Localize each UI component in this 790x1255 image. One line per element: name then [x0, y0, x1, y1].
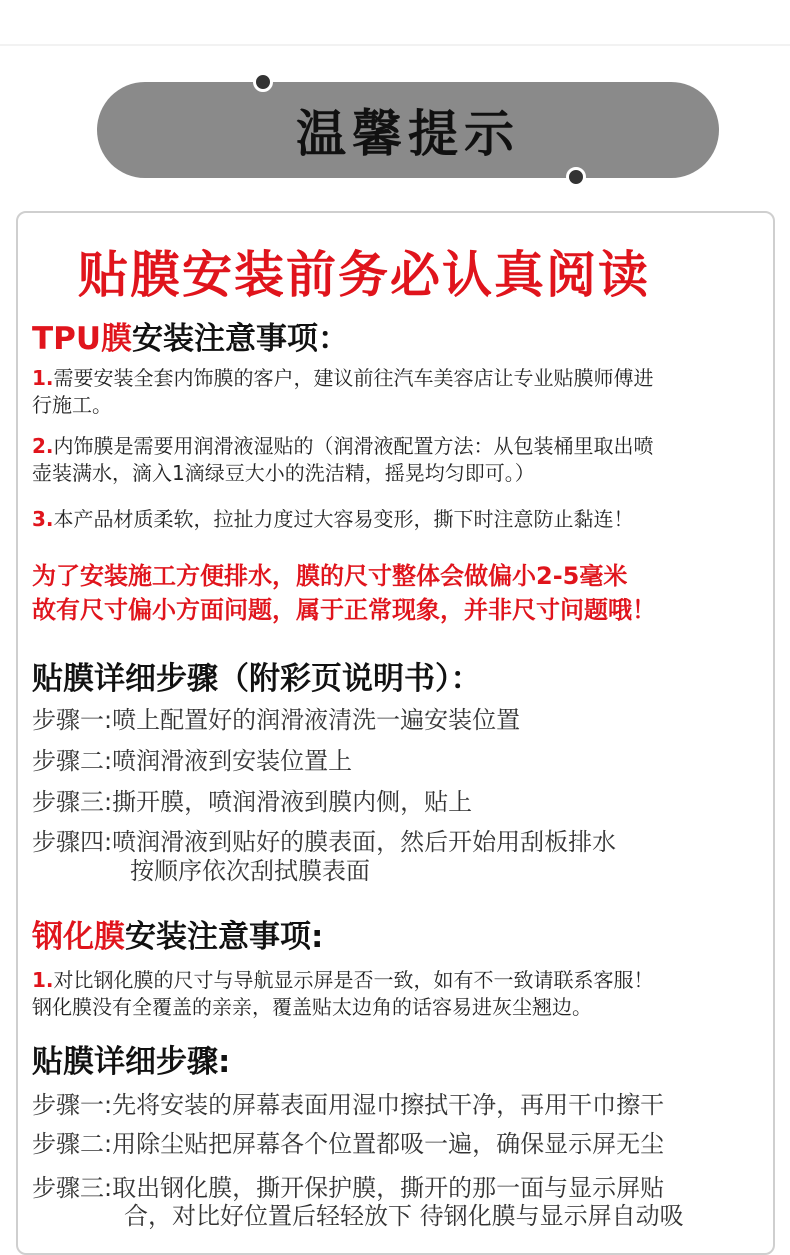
banner-dot-icon	[253, 72, 273, 92]
step-text: 用除尘贴把屏幕各个位置都吸一遍，确保显示屏无尘	[112, 1130, 665, 1158]
instruction-card	[16, 211, 775, 1255]
tpu-steps-heading: 贴膜详细步骤（附彩页说明书）：	[32, 661, 482, 697]
note-text: 对比钢化膜的尺寸与导航显示屏是否一致，如有不一致请联系客服！	[53, 968, 654, 992]
warning-line: 为了安装施工方便排水，膜的尺寸整体会做偏小2-5毫米	[32, 562, 628, 590]
note-number: 2.	[32, 434, 54, 458]
tpu-heading-highlight: TPU膜	[32, 321, 133, 357]
note-text: 壶装满水，滴入1滴绿豆大小的洗洁精，摇晃均匀即可。）	[32, 461, 535, 485]
step-label: 步骤四:	[32, 828, 113, 856]
step-text: 取出钢化膜，撕开保护膜，撕开的那一面与显示屏贴	[112, 1174, 665, 1202]
tpu-note-2	[32, 433, 654, 487]
tpu-heading-text: 安装注意事项：	[132, 321, 350, 357]
top-divider	[0, 44, 790, 46]
step-label: 步骤一:	[32, 1091, 113, 1119]
step-item	[32, 1129, 664, 1159]
tip-banner	[97, 82, 719, 178]
step-text-continued: 合，对比好位置后轻轻放下 待钢化膜与显示屏自动吸	[124, 1202, 684, 1230]
note-text: 本产品材质柔软，拉扯力度过大容易变形，撕下时注意防止黏连！	[53, 507, 634, 531]
step-text: 撕开膜，喷润滑液到膜内侧，贴上	[112, 788, 473, 816]
step-label: 步骤二:	[32, 747, 113, 775]
step-text: 喷润滑液到安装位置上	[112, 747, 353, 775]
note-number: 1.	[32, 366, 54, 390]
step-item	[32, 705, 520, 735]
glass-steps-heading: 贴膜详细步骤:	[32, 1044, 231, 1080]
card-main-title: 贴膜安装前务必认真阅读	[78, 246, 650, 304]
note-text: 内饰膜是需要用润滑液湿贴的（润滑液配置方法：从包装桶里取出喷	[53, 434, 654, 458]
glass-note-1	[32, 967, 654, 1021]
step-item	[32, 746, 352, 776]
step-text: 先将安装的屏幕表面用湿巾擦拭干净，再用干巾擦干	[112, 1091, 665, 1119]
banner-title: 温馨提示	[296, 105, 520, 163]
note-text: 钢化膜没有全覆盖的亲亲，覆盖贴太边角的话容易进灰尘翘边。	[32, 995, 592, 1019]
warning-line: 故有尺寸偏小方面问题，属于正常现象，并非尺寸问题哦！	[32, 596, 656, 624]
step-text-continued: 按顺序依次刮拭膜表面	[130, 857, 370, 885]
step-text: 喷上配置好的润滑液清洗一遍安装位置	[112, 706, 521, 734]
note-text: 行施工。	[32, 393, 112, 417]
size-warning	[32, 559, 656, 627]
note-number: 1.	[32, 968, 54, 992]
step-item	[32, 827, 616, 857]
banner-dot-icon	[566, 167, 586, 187]
tpu-heading	[32, 313, 349, 358]
step-label: 步骤三:	[32, 1174, 113, 1202]
step-item	[32, 1090, 664, 1120]
step-item	[32, 787, 472, 817]
glass-heading-highlight: 钢化膜	[32, 919, 125, 955]
note-number: 3.	[32, 507, 54, 531]
tpu-note-3	[32, 506, 634, 533]
step-item	[32, 1173, 664, 1203]
tpu-note-1	[32, 365, 654, 419]
step-label: 步骤二:	[32, 1130, 113, 1158]
glass-heading-text: 安装注意事项:	[125, 919, 324, 955]
note-text: 需要安装全套内饰膜的客户，建议前往汽车美容店让专业贴膜师傅进	[53, 366, 654, 390]
step-label: 步骤三:	[32, 788, 113, 816]
step-label: 步骤一:	[32, 706, 113, 734]
glass-heading	[32, 911, 323, 956]
step-text: 喷润滑液到贴好的膜表面，然后开始用刮板排水	[112, 828, 617, 856]
